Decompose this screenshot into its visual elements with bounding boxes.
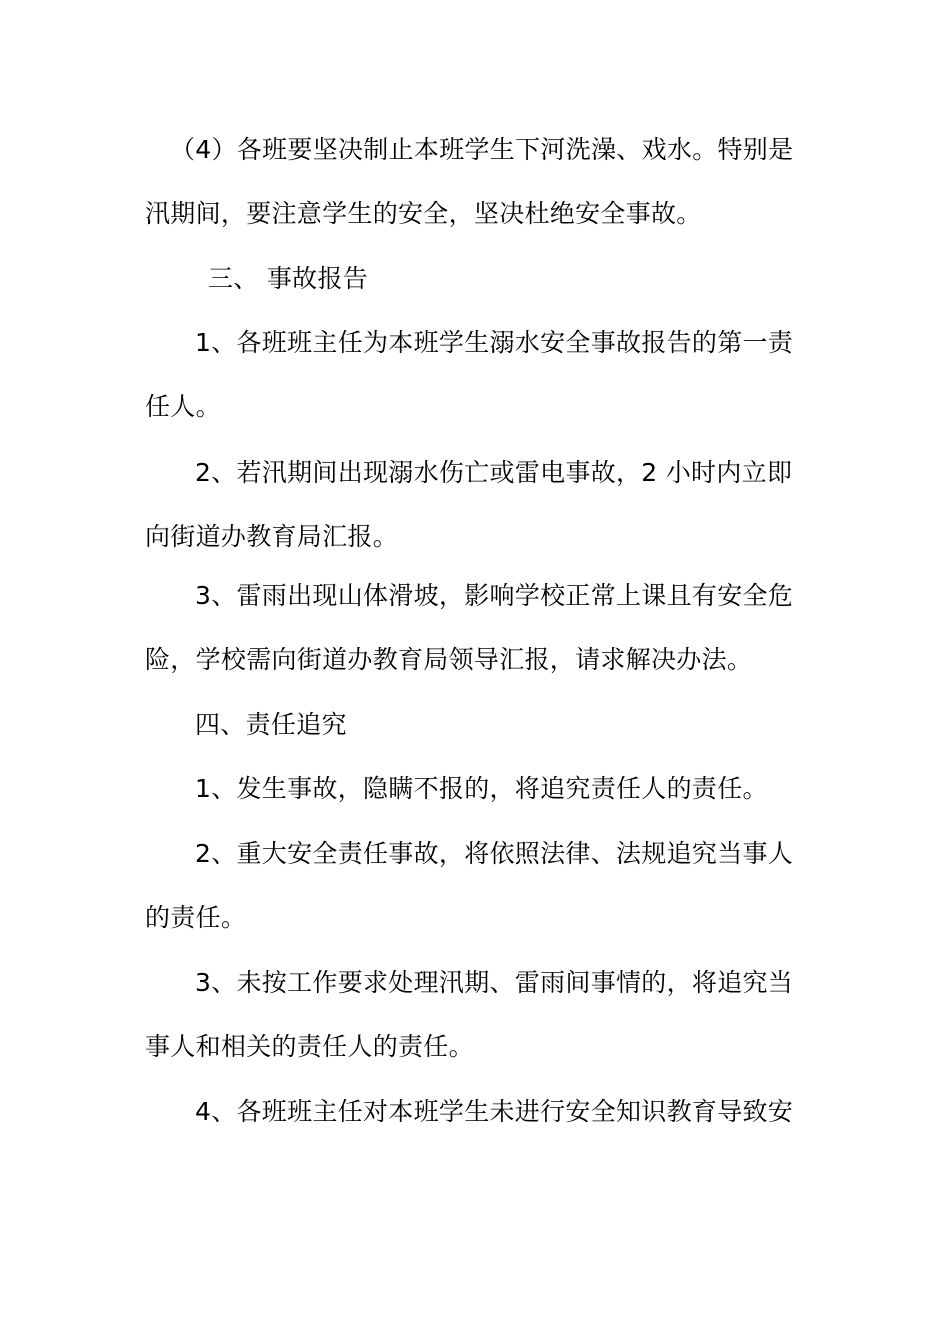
paragraph-line: 4、各班班主任对本班学生未进行安全知识教育导致安 [195, 1097, 794, 1126]
paragraph-line: 1、发生事故，隐瞒不报的，将追究责任人的责任。 [195, 774, 768, 803]
section-heading: 四、责任追究 [195, 710, 347, 739]
paragraph-line: 险，学校需向街道办教育局领导汇报，请求解决办法。 [145, 645, 753, 674]
paragraph-line: 1、各班班主任为本班学生溺水安全事故报告的第一责 [195, 328, 794, 357]
paragraph-line: （4）各班要坚决制止本班学生下河洗澡、戏水。特别是 [170, 135, 794, 164]
paragraph-line: 2、若汛期间出现溺水伤亡或雷电事故，2 小时内立即 [195, 458, 793, 487]
paragraph-line: 3、雷雨出现山体滑坡，影响学校正常上课且有安全危 [195, 581, 794, 610]
paragraph-line: 向街道办教育局汇报。 [145, 522, 399, 551]
paragraph-line: 汛期间，要注意学生的安全，坚决杜绝安全事故。 [145, 199, 702, 228]
paragraph-line: 2、重大安全责任事故，将依照法律、法规追究当事人 [195, 839, 794, 868]
section-heading: 三、 事故报告 [208, 264, 369, 293]
paragraph-line: 的责任。 [145, 903, 247, 932]
paragraph-line: 3、未按工作要求处理汛期、雷雨间事情的，将追究当 [195, 968, 794, 997]
paragraph-line: 事人和相关的责任人的责任。 [145, 1032, 474, 1061]
paragraph-line: 任人。 [145, 392, 221, 421]
